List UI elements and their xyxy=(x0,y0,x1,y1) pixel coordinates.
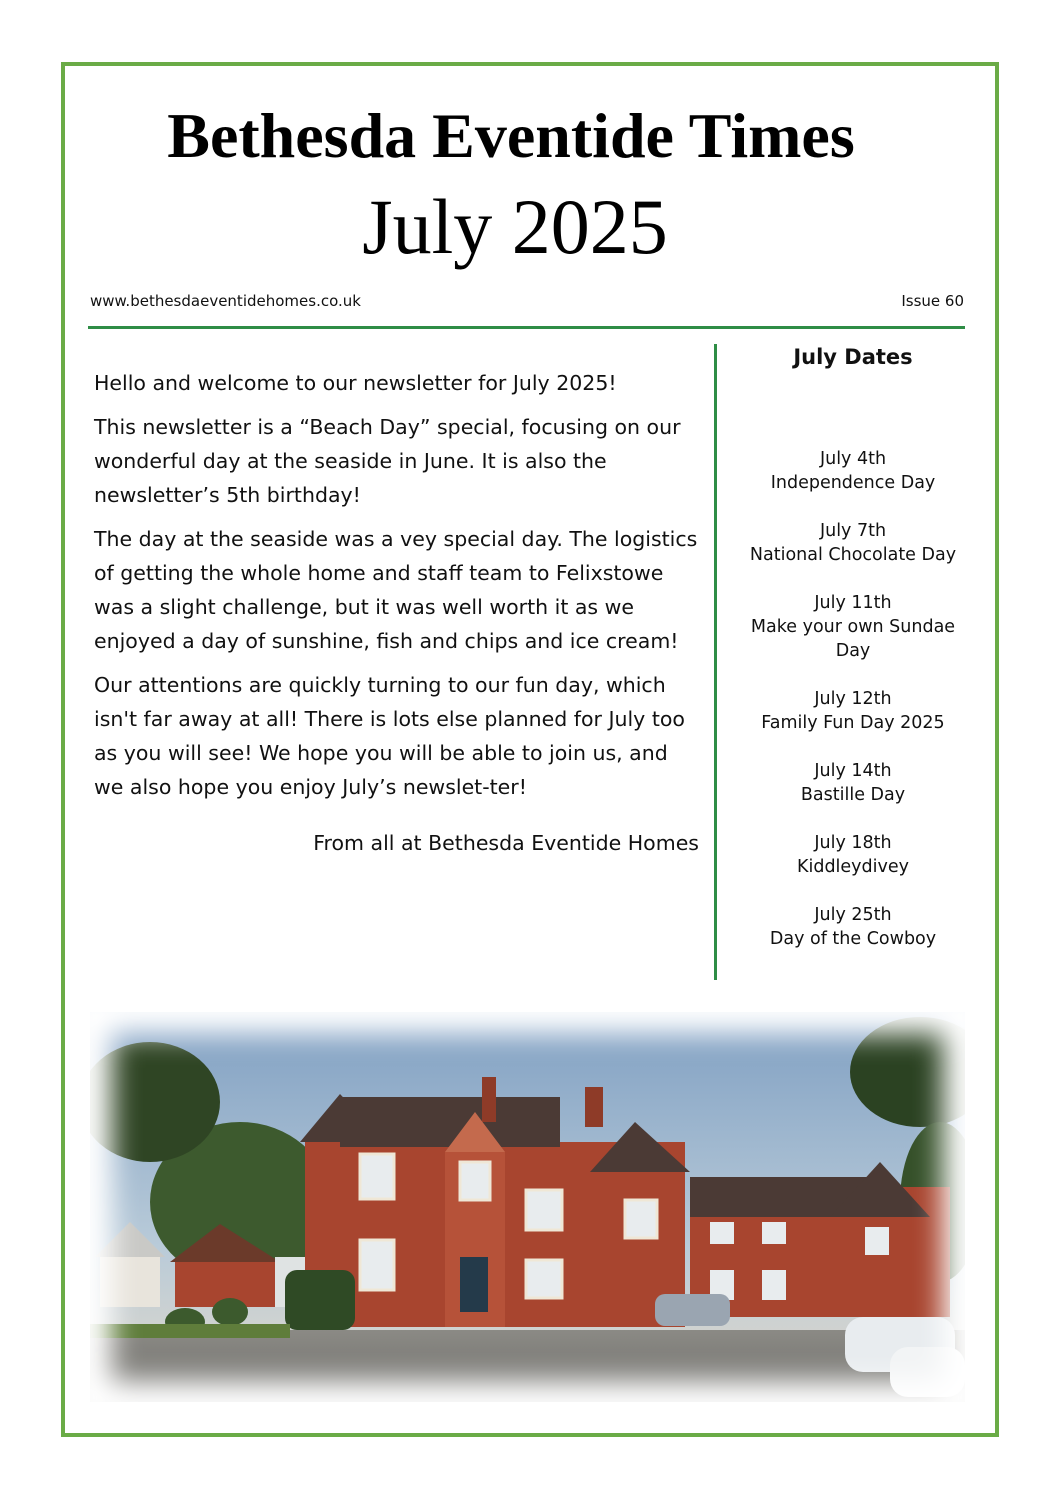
event-label: Family Fun Day 2025 xyxy=(761,713,945,733)
dormer-window xyxy=(710,1222,734,1244)
date-entry xyxy=(728,831,978,879)
gazebo xyxy=(100,1257,160,1307)
article-signoff: From all at Bethesda Eventide Homes xyxy=(313,831,699,855)
date-entry xyxy=(728,759,978,807)
main-roof xyxy=(340,1097,560,1147)
event-label: Day of the Cowboy xyxy=(769,929,937,949)
date-label: July 14th xyxy=(814,761,892,781)
sidebar-title: July Dates xyxy=(793,345,913,369)
window xyxy=(625,1200,657,1238)
date-label: July 4th xyxy=(819,449,887,469)
window xyxy=(360,1240,394,1290)
date-label: July 7th xyxy=(819,521,887,541)
article-paragraph: The day at the seaside was a vey special day. The logistics of getting the whole home and staff team to Felixstowe was a slight challenge, but it was well worth it as we enjoyed a day of sunshine, fish and chips and ice cream! xyxy=(94,527,698,653)
car xyxy=(890,1347,965,1397)
window xyxy=(762,1270,786,1300)
window xyxy=(460,1162,490,1200)
front-door xyxy=(460,1257,488,1312)
window xyxy=(526,1190,562,1230)
issue-number: Issue 60 xyxy=(901,292,964,310)
date-entry xyxy=(728,903,978,951)
issue-title: July 2025 xyxy=(362,183,668,270)
masthead-title: Bethesda Eventide Times xyxy=(167,100,855,171)
car xyxy=(655,1294,730,1326)
event-label: Kiddleydivey xyxy=(797,857,909,877)
date-entry xyxy=(728,519,978,567)
article-paragraph: This newsletter is a “Beach Day” special, focusing on our wonderful day at the seaside in June. It is also the newsletter’s 5th birthday! xyxy=(94,415,681,507)
hedge xyxy=(285,1270,355,1330)
chimney xyxy=(482,1077,496,1122)
shrub xyxy=(212,1298,248,1326)
date-label: July 11th xyxy=(814,593,892,613)
article-paragraph: Our attentions are quickly turning to our fun day, which isn't far away at all! There is lots else planned for July too as you will see! We hope you will be able to join us, and we also hope you enjoy July’s newslet-ter! xyxy=(94,673,685,799)
column-divider xyxy=(714,344,717,980)
date-label: July 18th xyxy=(814,833,892,853)
date-label: July 25th xyxy=(814,905,892,925)
event-label: National Chocolate Day xyxy=(749,545,957,565)
window xyxy=(865,1227,889,1255)
chimney xyxy=(585,1087,603,1127)
article-body xyxy=(94,366,699,870)
header-divider xyxy=(88,326,965,329)
date-label: July 12th xyxy=(814,689,892,709)
date-entry xyxy=(728,591,978,663)
lawn xyxy=(90,1324,290,1338)
event-label: Independence Day xyxy=(770,473,936,493)
date-entry xyxy=(728,687,978,735)
event-label: Make your own Sundae Day xyxy=(750,617,956,661)
event-label: Bastille Day xyxy=(800,785,906,805)
date-entry xyxy=(728,447,978,495)
dormer-window xyxy=(762,1222,786,1244)
website-link[interactable]: www.bethesdaeventidehomes.co.uk xyxy=(90,292,361,310)
dates-sidebar xyxy=(728,345,978,975)
driveway xyxy=(90,1330,965,1402)
article-paragraph: Hello and welcome to our newsletter for July 2025! xyxy=(94,371,617,395)
window xyxy=(360,1154,394,1199)
building-photo-illustration xyxy=(90,1012,965,1402)
window xyxy=(526,1260,562,1298)
building-photo xyxy=(90,1012,965,1402)
